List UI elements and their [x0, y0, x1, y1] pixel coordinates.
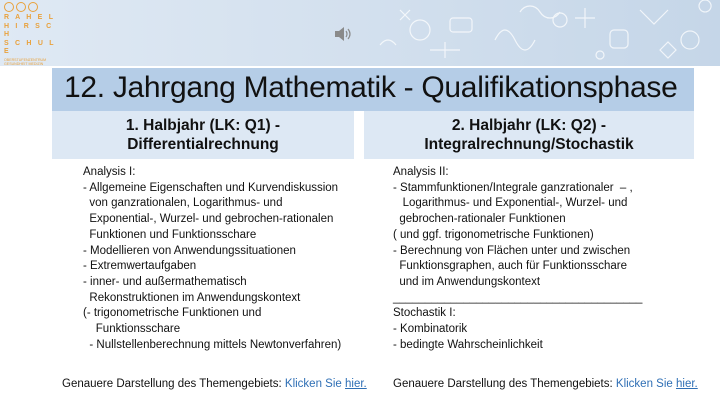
semester-1-topics: Analysis I: - Allgemeine Eigenschaften und Kurvendiskussion von ganzrationalen, Logarithmus- und Exponential-, Wurzel- und gebrochen-rationalen Funktionen und Funktionsschare - Modellieren von Anwendungssituationen - Extremwertaufgaben - inner- und außermathematisch Rekonstruktionen im Anwendungskontext (- trigonometrische Funktionen und Funktionsschare - Nullstellenberechnung mittels Newtonverfahren)	[83, 166, 342, 351]
link-hier[interactable]: hier.	[345, 378, 367, 390]
link-klicken-sie[interactable]: Klicken Sie	[284, 378, 345, 390]
school-logo	[4, 2, 64, 66]
title-bar	[52, 68, 694, 111]
column-heading-semester-1: 1. Halbjahr (LK: Q1) - Differentialrechnung	[52, 111, 354, 159]
speaker-icon[interactable]	[333, 24, 353, 44]
logo-name: R A H E L H I R S C H S C H U L E	[4, 14, 56, 55]
heart-icon	[4, 2, 14, 12]
link-hier[interactable]: hier.	[676, 378, 698, 390]
footer-semester-1	[62, 378, 367, 390]
banner-doodles	[0, 0, 720, 66]
semester-2-topics: Analysis II: - Stammfunktionen/Integrale ganzrationaler – , Logarithmus- und Exponential-, Wurzel- und gebrochen-rationaler Funktionen ( und ggf. trigonometrische Funktionen) - Berechnung von Flächen unter und zwischen Funktionsgraphen, auch für Funktionsschare und im Anwendungskontext _______________________________________ Stochastik I: - Kombinatorik - bedingte Wahrscheinlichkeit	[393, 166, 643, 351]
footer-semester-2	[393, 378, 698, 390]
page-title: 12. Jahrgang Mathematik - Qualifikationsphase	[64, 71, 678, 104]
footer-text: Genauere Darstellung des Themengebiets:	[393, 378, 616, 390]
star-of-life-icon	[16, 2, 26, 12]
tooth-icon	[28, 2, 38, 12]
link-klicken-sie[interactable]: Klicken Sie	[615, 378, 676, 390]
header-banner	[0, 0, 720, 66]
footer-text: Genauere Darstellung des Themengebiets:	[62, 378, 285, 390]
column-heading-semester-2: 2. Halbjahr (LK: Q2) - Integralrechnung/Stochastik	[364, 111, 694, 159]
logo-subtitle: OBERSTUFENZENTRUM GESUNDHEIT MEDIZIN	[4, 57, 47, 66]
